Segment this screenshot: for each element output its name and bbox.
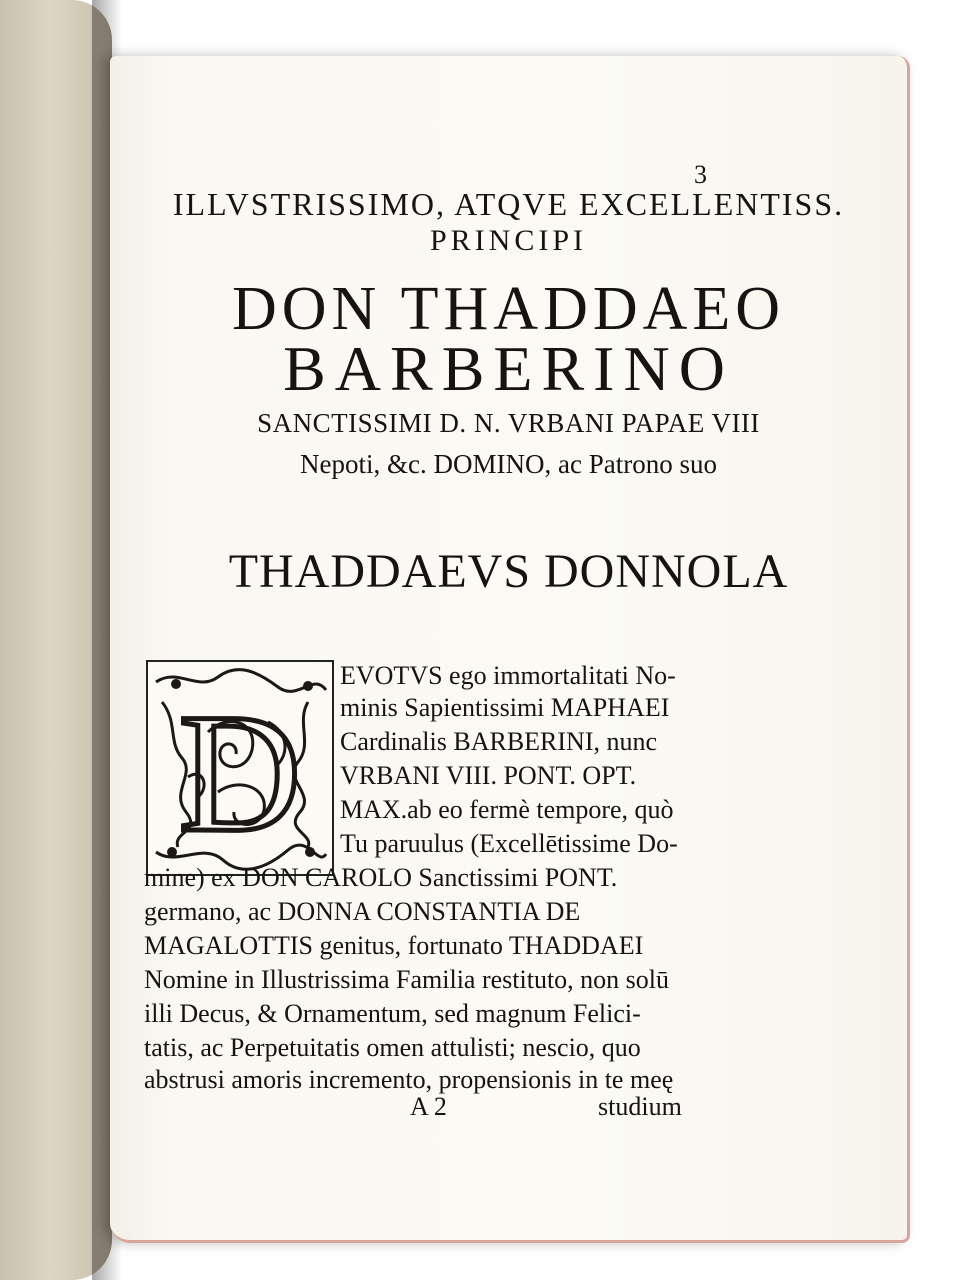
catchword: studium — [598, 1092, 682, 1121]
body-line-2: minis Sapientissimi MAPHAEI — [340, 693, 670, 722]
body-line-1: EVOTVS ego immortalitati No- — [340, 661, 676, 690]
dedication-heading-line-2: PRINCIPI — [429, 224, 588, 257]
body-line-7: mine) ex DON CAROLO Sanctissimi PONT. — [144, 863, 618, 892]
dedication-heading-line-6: Nepoti, &c. DOMINO, ac Patrono suo — [300, 449, 717, 479]
body-line-9: MAGALOTTIS genitus, fortunato THADDAEI — [144, 931, 644, 960]
body-line-10: Nomine in Illustrissima Familia restituto, non solū — [144, 965, 670, 994]
dedicatee-name-line-1: DON THADDAEO — [231, 275, 786, 343]
decorated-initial-d — [146, 660, 334, 876]
body-line-6: Tu paruulus (Excellētissime Do- — [340, 829, 678, 858]
body-line-8: germano, ac DONNA CONSTANTIA DE — [144, 897, 581, 926]
author-signature: THADDAEVS DONNOLA — [228, 545, 789, 598]
dedicatee-name-line-2: BARBERINO — [283, 333, 734, 404]
body-line-5: MAX.ab eo fermè tempore, quò — [340, 795, 674, 824]
signature-mark: A 2 — [410, 1092, 447, 1121]
body-line-12: tatis, ac Perpetuitatis omen attulisti; nescio, quo — [144, 1033, 641, 1062]
page-number: 3 — [694, 160, 707, 189]
body-line-13: abstrusi amoris incremento, propensionis in te meę — [144, 1065, 674, 1094]
dedication-heading-line-5: SANCTISSIMI D. N. VRBANI PAPAE VIII — [257, 408, 760, 438]
dropcap-letter: D — [178, 679, 302, 867]
body-line-3: Cardinalis BARBERINI, nunc — [340, 727, 658, 756]
dedication-heading-line-1: ILLVSTRISSIMO, ATQVE EXCELLENTISS. — [172, 186, 845, 222]
body-line-4: VRBANI VIII. PONT. OPT. — [340, 761, 637, 790]
body-line-11: illi Decus, & Ornamentum, sed magnum Felici- — [144, 999, 641, 1028]
ornament-illustration — [148, 662, 332, 874]
book-page — [110, 56, 910, 1243]
